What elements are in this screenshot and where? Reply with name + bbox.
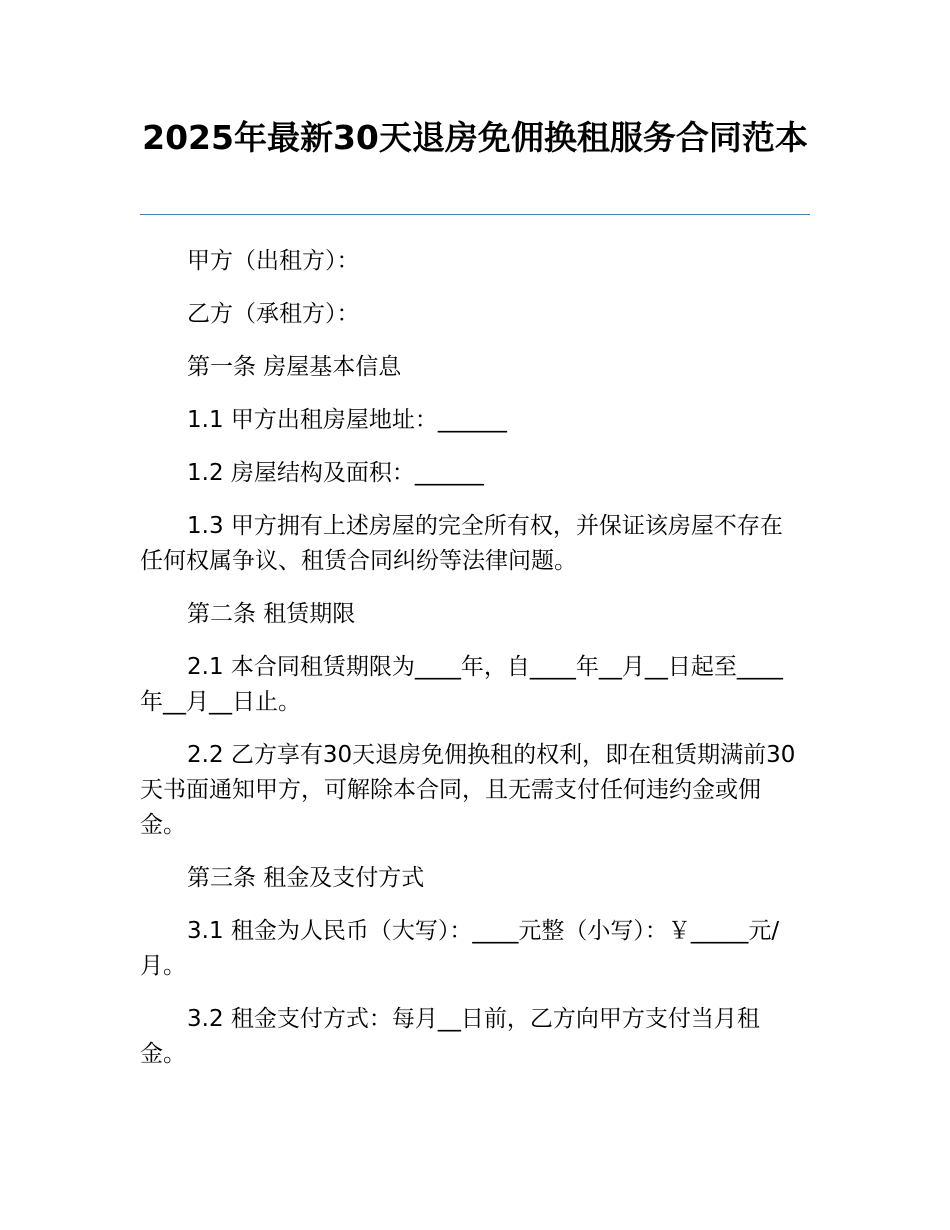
title-divider xyxy=(140,214,810,215)
article-3-heading: 第三条 租金及支付方式 xyxy=(187,865,425,891)
clause-1-3: 1.3 甲方拥有上述房屋的完全所有权，并保证该房屋不存在任何权属争议、租赁合同纠纷等法律问题。 xyxy=(140,513,783,574)
article-2-heading: 第二条 租赁期限 xyxy=(187,601,356,627)
document-title: 2025年最新30天退房免佣换租服务合同范本 xyxy=(142,118,808,157)
clause-3-2: 3.2 租金支付方式：每月__日前，乙方向甲方支付当月租金。 xyxy=(140,1006,760,1067)
clause-2-2: 2.2 乙方享有30天退房免佣换租的权利，即在租赁期满前30天书面通知甲方，可解除本合同，且无需支付任何违约金或佣金。 xyxy=(140,742,796,838)
clause-1-1: 1.1 甲方出租房屋地址：______ xyxy=(187,407,507,433)
party-b-line: 乙方（承租方）： xyxy=(187,301,360,327)
document-body xyxy=(140,244,804,1090)
party-a-line: 甲方（出租方）： xyxy=(187,248,360,274)
clause-1-2: 1.2 房屋结构及面积：______ xyxy=(187,460,484,486)
clause-2-1: 2.1 本合同租赁期限为____年，自____年__月__日起至____年__月__日止。 xyxy=(140,654,783,715)
article-1-heading: 第一条 房屋基本信息 xyxy=(187,354,402,380)
clause-3-1: 3.1 租金为人民币（大写）：____元整（小写）：￥_____元/月。 xyxy=(140,918,780,979)
